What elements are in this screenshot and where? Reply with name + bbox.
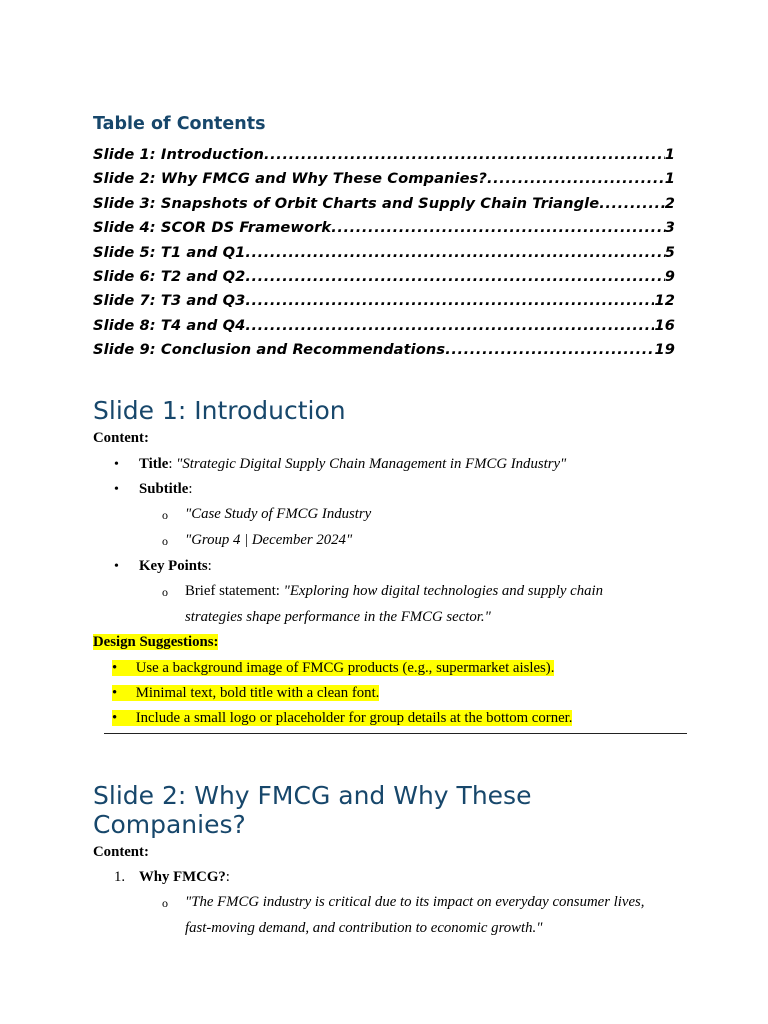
- brief-prefix: Brief statement:: [185, 583, 284, 599]
- toc-entry-label: Slide 8: T4 and Q4: [93, 316, 246, 334]
- circle-bullet-icon: o: [162, 896, 168, 910]
- toc-entry[interactable]: [93, 216, 675, 240]
- toc-entry[interactable]: [93, 143, 675, 167]
- toc-entry[interactable]: [93, 241, 675, 265]
- toc-entry[interactable]: [93, 289, 675, 313]
- keypoints-sep: :: [207, 558, 212, 574]
- slide1-subtitle-line: [139, 480, 192, 498]
- why-fmcg-quote-line1: "The FMCG industry is critical due to its impact on everyday consumer lives,: [185, 894, 645, 910]
- toc-entry-label: Slide 1: Introduction: [93, 146, 265, 163]
- bullet-icon: •: [112, 660, 118, 676]
- toc-entry-page: 16: [654, 316, 675, 334]
- toc-leader-dots: [331, 216, 665, 240]
- toc-entry-label: Slide 5: T1 and Q1: [93, 243, 246, 261]
- brief-statement-line1: [185, 582, 603, 600]
- why-fmcg-quote-line2: fast-moving demand, and contribution to economic growth.": [185, 920, 543, 936]
- brief-quote: "Exploring how digital technologies and supply chain: [283, 583, 604, 599]
- why-fmcg-sep: :: [225, 869, 230, 885]
- circle-bullet-icon: o: [162, 585, 168, 599]
- subtitle-sep: :: [188, 481, 193, 497]
- toc-entry-label: Slide 2: Why FMCG and Why These Companies?: [93, 170, 487, 188]
- toc-entry-page: 2: [664, 194, 675, 212]
- toc-heading: Table of Contents: [93, 114, 266, 134]
- toc-leader-dots: [487, 167, 665, 191]
- toc-entry[interactable]: [93, 167, 675, 191]
- toc-entry-page: 1: [664, 170, 675, 188]
- slide1-keypoints-line: [139, 557, 212, 575]
- toc-entry-page: 19: [654, 341, 675, 359]
- design-item: [112, 684, 379, 702]
- title-value: "Strategic Digital Supply Chain Management in FMCG Industry": [176, 456, 567, 472]
- design-suggestions-label: Design Suggestions:: [93, 634, 219, 650]
- toc-entry[interactable]: [93, 338, 675, 362]
- bullet-icon: •: [114, 482, 119, 497]
- circle-bullet-icon: o: [162, 534, 168, 548]
- slide1-heading: Slide 1: Introduction: [93, 396, 346, 425]
- subtitle-item: "Group 4 | December 2024": [185, 532, 353, 548]
- slide1-title-line: [139, 455, 566, 473]
- toc-leader-dots: [245, 314, 654, 338]
- bullet-icon: •: [114, 559, 119, 574]
- toc-leader-dots: [445, 338, 654, 362]
- toc-entry-label: Slide 3: Snapshots of Orbit Charts and Supply Chain Triangle: [93, 194, 600, 212]
- slide2-heading-line1: Slide 2: Why FMCG and Why These: [93, 781, 532, 810]
- toc-entry-page: 12: [654, 292, 675, 310]
- bullet-icon: •: [114, 457, 119, 472]
- toc-entry-page: 3: [664, 219, 675, 237]
- brief-statement-line2: strategies shape performance in the FMCG sector.": [185, 609, 491, 625]
- subtitle-label: Subtitle: [139, 481, 189, 497]
- design-item-text: Include a small logo or placeholder for group details at the bottom corner.: [135, 710, 573, 726]
- toc-leader-dots: [264, 143, 665, 167]
- bullet-icon: •: [112, 685, 118, 701]
- toc-entry-page: 5: [664, 243, 675, 261]
- toc-entry[interactable]: [93, 192, 675, 216]
- slide2-heading-line2: Companies?: [93, 810, 246, 839]
- slide2-heading: [93, 781, 613, 839]
- title-label: Title: [139, 456, 169, 472]
- slide1-content-label: Content:: [93, 430, 149, 446]
- horizontal-rule: [104, 733, 687, 734]
- title-sep: :: [168, 456, 177, 472]
- design-item: [112, 659, 554, 677]
- why-fmcg-label: Why FMCG?: [139, 869, 226, 885]
- toc-entry-label: Slide 6: T2 and Q2: [93, 267, 246, 285]
- subtitle-item: "Case Study of FMCG Industry: [185, 506, 372, 522]
- toc-entry-page: 9: [664, 267, 675, 285]
- toc-entry-label: Slide 4: SCOR DS Framework: [93, 219, 332, 237]
- circle-bullet-icon: o: [162, 508, 168, 522]
- toc-entry-label: Slide 9: Conclusion and Recommendations: [93, 341, 446, 359]
- toc-entry[interactable]: [93, 314, 675, 338]
- toc-leader-dots: [245, 265, 664, 289]
- toc-leader-dots: [245, 241, 664, 265]
- toc-leader-dots: [599, 192, 665, 216]
- list-number: 1.: [114, 869, 126, 885]
- design-item-text: Minimal text, bold title with a clean font.: [135, 685, 380, 701]
- why-fmcg-line: [139, 868, 230, 886]
- bullet-icon: •: [112, 710, 118, 726]
- toc-list: [93, 143, 675, 363]
- toc-leader-dots: [245, 289, 654, 313]
- design-item: [112, 709, 572, 727]
- toc-entry[interactable]: [93, 265, 675, 289]
- design-item-text: Use a background image of FMCG products (e.g., supermarket aisles).: [135, 660, 555, 676]
- slide2-content-label: Content:: [93, 844, 149, 860]
- keypoints-label: Key Points: [139, 558, 208, 574]
- toc-entry-page: 1: [664, 146, 675, 163]
- toc-entry-label: Slide 7: T3 and Q3: [93, 292, 246, 310]
